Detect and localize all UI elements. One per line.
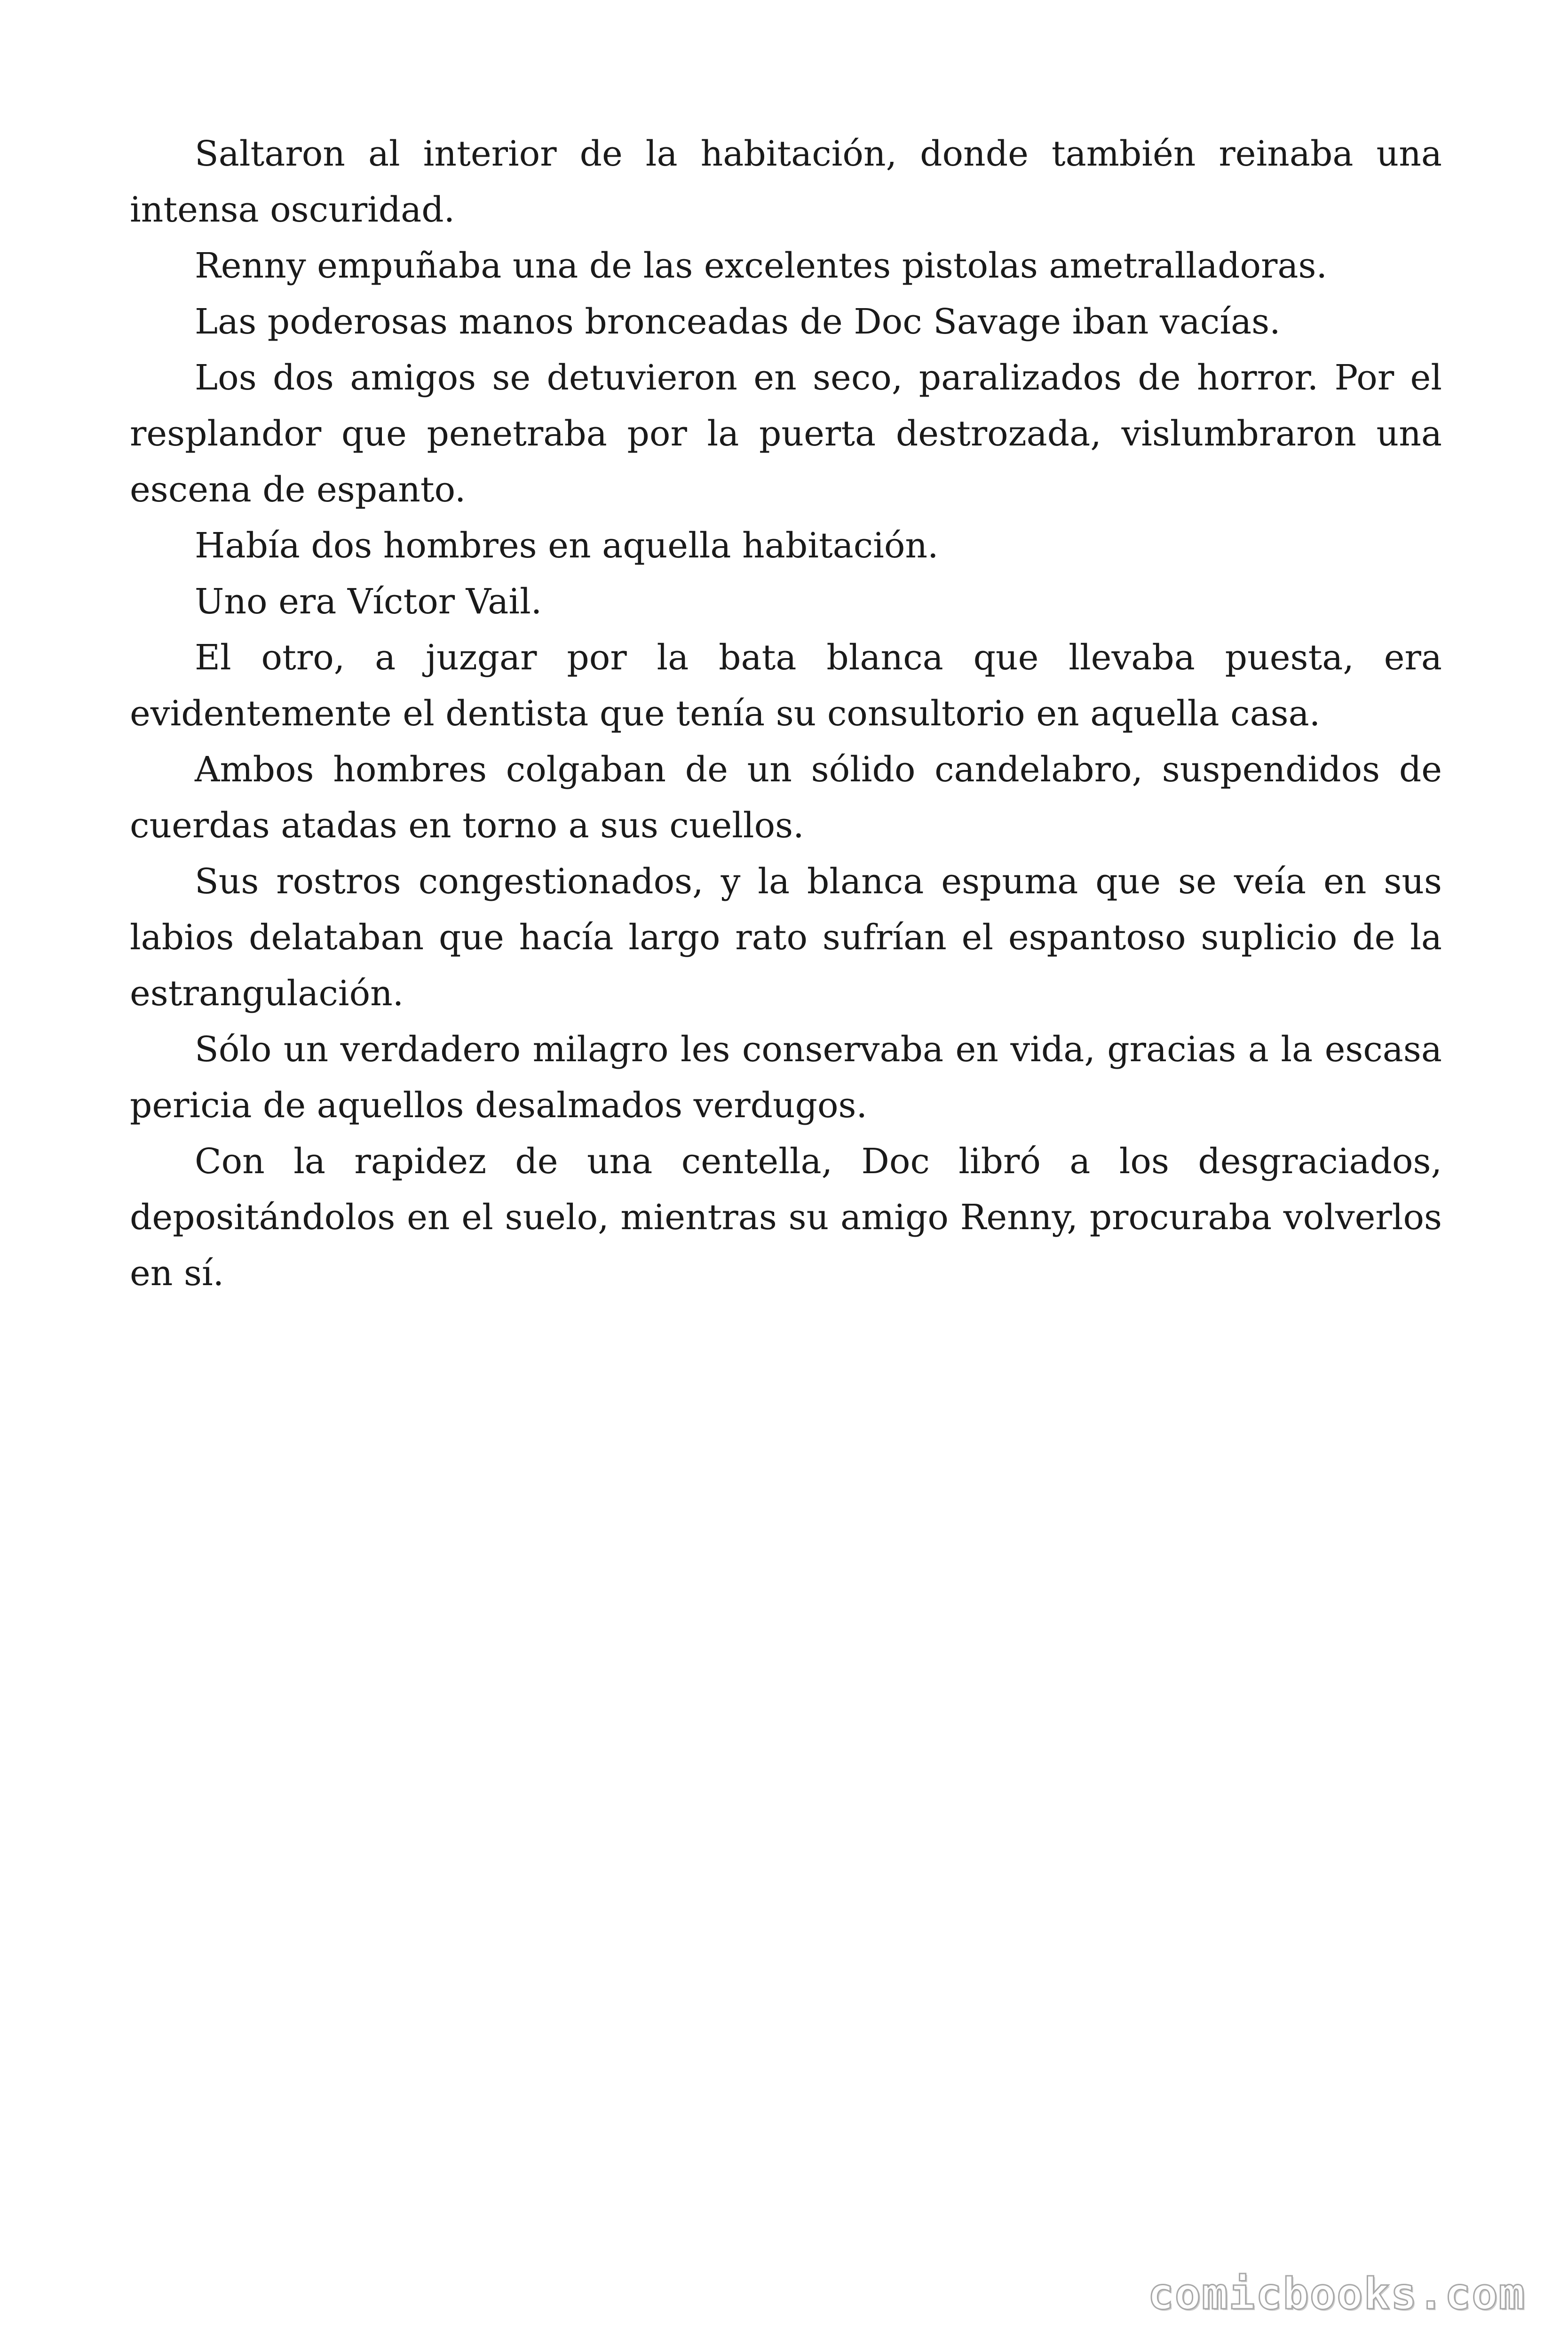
paragraph: El otro, a juzgar por la bata blanca que llevaba puesta, era evidentemente el dentista que tenía su consultorio en aquella casa. <box>130 637 1442 734</box>
paragraph: Renny empuñaba una de las excelentes pistolas ametralladoras. <box>195 246 1328 286</box>
watermark: comicbooks.com <box>1148 2269 1526 2319</box>
paragraph: Sus rostros congestionados, y la blanca espuma que se veía en sus labios delataban que hacía largo rato sufrían el espantoso suplicio de la estrangulación. <box>130 861 1442 1014</box>
paragraph: Uno era Víctor Vail. <box>195 581 542 622</box>
paragraph: Había dos hombres en aquella habitación. <box>195 525 939 566</box>
paragraph: Las poderosas manos bronceadas de Doc Savage iban vacías. <box>195 302 1281 342</box>
body-text <box>130 126 1442 1302</box>
paragraph: Los dos amigos se detuvieron en seco, paralizados de horror. Por el resplandor que penetraba por la puerta destrozada, vislumbraron una escena de espanto. <box>130 358 1442 510</box>
paragraph: Ambos hombres colgaban de un sólido candelabro, suspendidos de cuerdas atadas en torno a sus cuellos. <box>130 749 1442 846</box>
paragraph: Saltaron al interior de la habitación, donde también reinaba una intensa oscuridad. <box>130 134 1442 230</box>
paragraph: Con la rapidez de una centella, Doc libró a los desgraciados, depositándolos en el suelo, mientras su amigo Renny, procuraba volverlos en sí. <box>130 1141 1442 1294</box>
paragraph: Sólo un verdadero milagro les conservaba en vida, gracias a la escasa pericia de aquellos desalmados verdugos. <box>130 1029 1442 1126</box>
